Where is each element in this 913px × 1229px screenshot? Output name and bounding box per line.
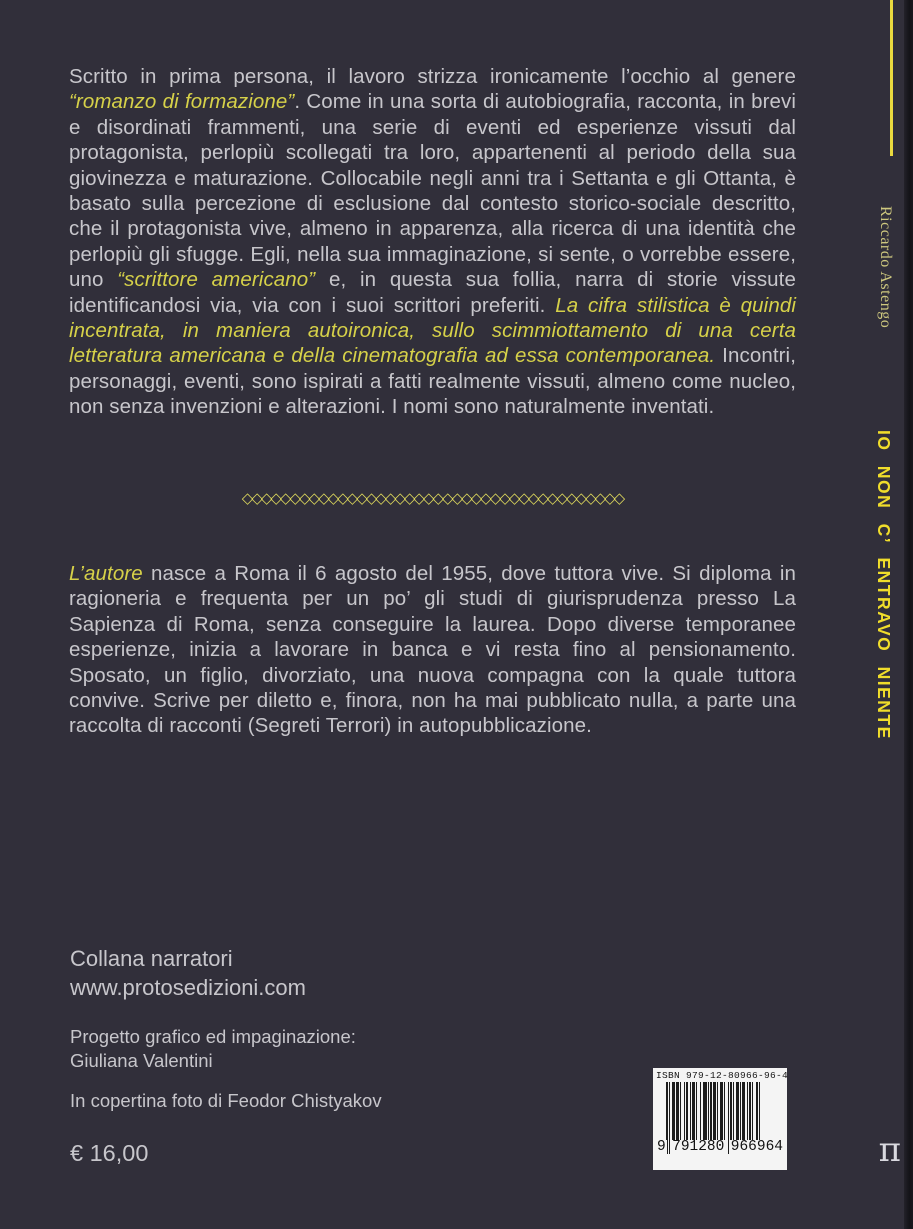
design-credit-label: Progetto grafico ed impaginazione: [70, 1026, 356, 1047]
spine-author: Riccardo Astengo [877, 206, 894, 329]
page-edge-strip [904, 0, 913, 1229]
designer-name: Giuliana Valentini [70, 1050, 213, 1071]
barcode-number: 9 791280 966964 [657, 1139, 783, 1155]
synopsis-paragraph: Scritto in prima persona, il lavoro strizza ironicamente l’occhio al genere “romanzo di formazione”. Come in una sorta di autobiografia, racconta, in brevi e disordinati frammenti, una serie di eventi ed esperienze vissuti dal protagonista, perlopiù scollegati tra loro, appartenenti al periodo della sua giovinezza e maturazione. Collocabile negli anni tra i Settanta e gli Ottanta, è basato sulla percezione di esclusione dal contesto storico-sociale descritto, che il protagonista vive, almeno in apparenza, alla ricerca di una identità che perlopiù gli sfugge. Egli, nella sua immaginazione, si sente, o vorrebbe essere, uno “scrittore americano” e, in questa sua follia, narra di storie vissute identificandosi via, via con i suoi scrittori preferiti. La cifra stilistica è quindi incentrata, in maniera autoironica, sullo scimmiottamento di una certa letteratura americana e della cinematografia ad essa contemporanea. Incontri, personaggi, eventi, sono ispirati a fatti realmente vissuti, almeno come nucleo, non senza invenzioni e alterazioni. I nomi sono naturalmente inventati. [69, 65, 797, 419]
spine-title: IO NON C’ ENTRAVO NIENTE [874, 430, 894, 740]
publisher-website: www.protosedizioni.com [70, 975, 306, 1000]
diamond-divider: ◇◇◇◇◇◇◇◇◇◇◇◇◇◇◇◇◇◇◇◇◇◇◇◇◇◇◇◇◇◇◇◇◇◇◇◇◇◇◇◇ [241, 489, 624, 507]
publisher-logo-pi-icon: π [878, 1130, 901, 1170]
photo-credit: In copertina foto di Feodor Chistyakov [70, 1090, 382, 1111]
price-label: € 16,00 [70, 1140, 149, 1166]
barcode-isbn-label: ISBN 979-12-80966-96-4 [656, 1070, 789, 1081]
barcode [653, 1068, 787, 1170]
series-label: Collana narratori [70, 946, 233, 971]
author-bio-paragraph: L’autore nasce a Roma il 6 agosto del 1955, dove tuttora vive. Si diploma in ragioneria e frequenta per un po’ gli studi di giurisprudenza presso La Sapienza di Roma, senza conseguire la laurea. Dopo diverse temporanee esperienze, inizia a lavorare in banca e vi resta fino al pensionamento. Sposato, un figlio, divorziato, una nuova compagna con la quale tuttora convive. Scrive per diletto e, finora, non ha mai pubblicato nulla, a parte una raccolta di racconti (Segreti Terrori) in autopubblicazione. [69, 562, 796, 738]
spine-rule [890, 0, 893, 156]
